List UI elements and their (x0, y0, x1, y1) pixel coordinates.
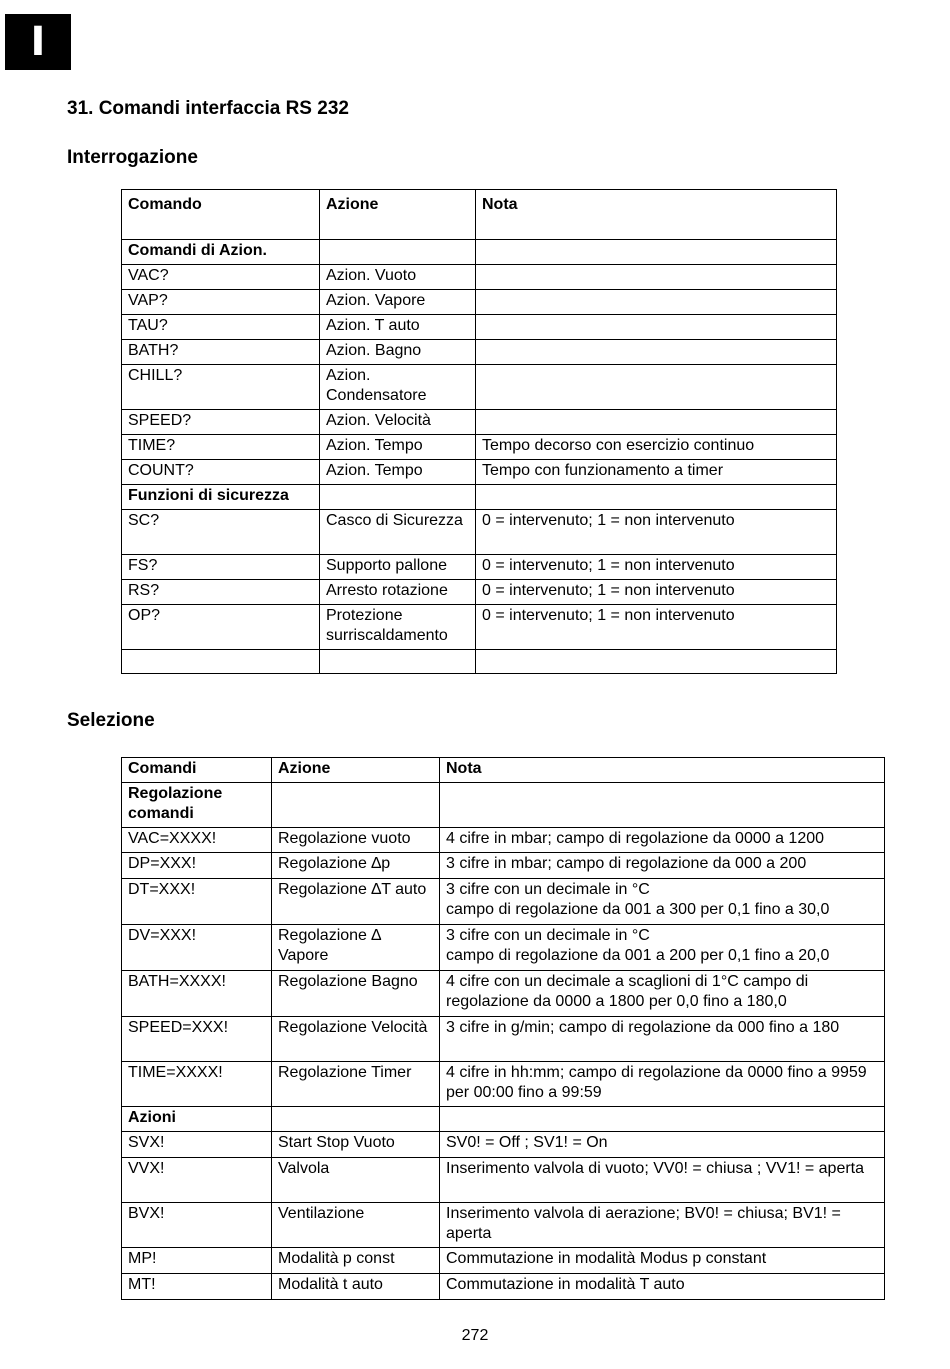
table-row (122, 460, 837, 485)
table-cell: DV=XXX! (122, 925, 272, 971)
table-cell: SPEED? (122, 410, 320, 435)
table-cell: MT! (122, 1274, 272, 1300)
table-cell: BATH? (122, 340, 320, 365)
table-row (122, 1132, 885, 1158)
table-row (122, 365, 837, 410)
table-cell (476, 410, 837, 435)
table-cell: SPEED=XXX! (122, 1017, 272, 1062)
table-cell: Start Stop Vuoto (272, 1132, 440, 1158)
table-cell: Modalità t auto (272, 1274, 440, 1300)
table-cell (476, 315, 837, 340)
table-cell (476, 265, 837, 290)
table-row (122, 650, 837, 674)
table-cell: SC? (122, 510, 320, 555)
table-cell: Inserimento valvola di vuoto; VV0! = chiusa ; VV1! = aperta (440, 1158, 885, 1203)
heading-interrogazione: Interrogazione (67, 147, 198, 168)
table-row (122, 1274, 885, 1300)
header-cell: Nota (476, 190, 837, 240)
table-row (122, 555, 837, 580)
page-title: 31. Comandi interfaccia RS 232 (67, 98, 349, 119)
table-cell (476, 650, 837, 674)
header-cell: Comando (122, 190, 320, 240)
table-cell: VAP? (122, 290, 320, 315)
table-cell: Ventilazione (272, 1203, 440, 1248)
table-cell: Tempo decorso con esercizio continuo (476, 435, 837, 460)
table-cell: 3 cifre con un decimale in °C campo di regolazione da 001 a 200 per 0,1 fino a 20,0 (440, 925, 885, 971)
table-cell: Regolazione vuoto (272, 828, 440, 853)
table-cell: Regolazione Timer (272, 1062, 440, 1107)
table-cell: TIME=XXXX! (122, 1062, 272, 1107)
table-row (122, 485, 837, 510)
table-cell (320, 240, 476, 265)
table-cell: CHILL? (122, 365, 320, 410)
table-cell: VAC=XXXX! (122, 828, 272, 853)
table-cell: DT=XXX! (122, 879, 272, 925)
table-row (122, 315, 837, 340)
table-cell: VVX! (122, 1158, 272, 1203)
table-cell: 4 cifre in hh:mm; campo di regolazione da 0000 fino a 9959 per 00:00 fino a 99:59 (440, 1062, 885, 1107)
table-cell (440, 1107, 885, 1132)
table-cell: Inserimento valvola di aerazione; BV0! = chiusa; BV1! = aperta (440, 1203, 885, 1248)
header-cell: Azione (272, 758, 440, 783)
table-cell: Arresto rotazione (320, 580, 476, 605)
table-cell: Azion. Vuoto (320, 265, 476, 290)
header-cell: Comandi (122, 758, 272, 783)
table-cell: DP=XXX! (122, 853, 272, 879)
table-cell: Regolazione ∆p (272, 853, 440, 879)
table-cell: SV0! = Off ; SV1! = On (440, 1132, 885, 1158)
table-cell: Regolazione ∆T auto (272, 879, 440, 925)
table-cell (272, 783, 440, 828)
table-row (122, 1107, 885, 1132)
table-cell: BVX! (122, 1203, 272, 1248)
table-cell: BATH=XXXX! (122, 971, 272, 1017)
table-row (122, 971, 885, 1017)
table-cell (272, 1107, 440, 1132)
table-row (122, 925, 885, 971)
page-number: 272 (461, 1327, 489, 1344)
table-cell: Protezione surriscaldamento (320, 605, 476, 650)
table-cell (122, 650, 320, 674)
table-cell (476, 340, 837, 365)
table-cell: TAU? (122, 315, 320, 340)
table-cell: Azion. Tempo (320, 460, 476, 485)
table-cell: Azion. Vapore (320, 290, 476, 315)
section-badge: I (5, 14, 71, 70)
table-cell (320, 485, 476, 510)
table-cell: Azion. Tempo (320, 435, 476, 460)
table-cell: FS? (122, 555, 320, 580)
table-cell: 4 cifre con un decimale a scaglioni di 1°C campo di regolazione da 0000 a 1800 per 0,0 fino a 180,0 (440, 971, 885, 1017)
table-row (122, 510, 837, 555)
table-cell (440, 783, 885, 828)
table-cell: Azioni (122, 1107, 272, 1132)
table-row (122, 1158, 885, 1203)
table-row (122, 783, 885, 828)
table-row (122, 1062, 885, 1107)
table-cell: 3 cifre in g/min; campo di regolazione da 000 fino a 180 (440, 1017, 885, 1062)
table-cell (476, 290, 837, 315)
heading-selezione: Selezione (67, 710, 155, 731)
table-cell: OP? (122, 605, 320, 650)
table-row (122, 1248, 885, 1274)
table-cell: Modalità p const (272, 1248, 440, 1274)
header-cell: Nota (440, 758, 885, 783)
table-row (122, 340, 837, 365)
table-cell: MP! (122, 1248, 272, 1274)
table-cell (320, 650, 476, 674)
table-cell: Tempo con funzionamento a timer (476, 460, 837, 485)
table-cell: Casco di Sicurezza (320, 510, 476, 555)
table-cell: Supporto pallone (320, 555, 476, 580)
table-row (122, 240, 837, 265)
table-cell: 0 = intervenuto; 1 = non intervenuto (476, 580, 837, 605)
table-row (122, 1017, 885, 1062)
table-row (122, 879, 885, 925)
table-cell: Funzioni di sicurezza (122, 485, 320, 510)
table-cell: 0 = intervenuto; 1 = non intervenuto (476, 605, 837, 650)
table-cell: 4 cifre in mbar; campo di regolazione da 0000 a 1200 (440, 828, 885, 853)
table-cell (476, 365, 837, 410)
query-commands-table (121, 189, 837, 674)
table-cell: Regolazione Bagno (272, 971, 440, 1017)
table-cell: Azion. T auto (320, 315, 476, 340)
table-header-row (122, 758, 885, 783)
table-cell: 3 cifre in mbar; campo di regolazione da 000 a 200 (440, 853, 885, 879)
table-cell (476, 240, 837, 265)
table-row (122, 1203, 885, 1248)
setting-commands-table (121, 757, 885, 1300)
table-row (122, 828, 885, 853)
table-cell: Regolazione Velocità (272, 1017, 440, 1062)
table-cell: COUNT? (122, 460, 320, 485)
table-cell: Azion. Condensatore (320, 365, 476, 410)
table-cell: Azion. Velocità (320, 410, 476, 435)
table-cell: SVX! (122, 1132, 272, 1158)
table-row (122, 580, 837, 605)
table-row (122, 265, 837, 290)
table-cell: 3 cifre con un decimale in °C campo di regolazione da 001 a 300 per 0,1 fino a 30,0 (440, 879, 885, 925)
table-cell: Azion. Bagno (320, 340, 476, 365)
table-header-row (122, 190, 837, 240)
table-cell: Regolazione ∆ Vapore (272, 925, 440, 971)
table-cell: Commutazione in modalità Modus p constant (440, 1248, 885, 1274)
table-cell: 0 = intervenuto; 1 = non intervenuto (476, 555, 837, 580)
table-cell: Valvola (272, 1158, 440, 1203)
table-cell (476, 485, 837, 510)
table-cell: 0 = intervenuto; 1 = non intervenuto (476, 510, 837, 555)
table-cell: Commutazione in modalità T auto (440, 1274, 885, 1300)
table-cell: Regolazione comandi (122, 783, 272, 828)
table-row (122, 435, 837, 460)
table-row (122, 853, 885, 879)
table-cell: Comandi di Azion. (122, 240, 320, 265)
table-cell: TIME? (122, 435, 320, 460)
header-cell: Azione (320, 190, 476, 240)
table-row (122, 290, 837, 315)
table-cell: VAC? (122, 265, 320, 290)
table-row (122, 410, 837, 435)
table-cell: RS? (122, 580, 320, 605)
table-row (122, 605, 837, 650)
